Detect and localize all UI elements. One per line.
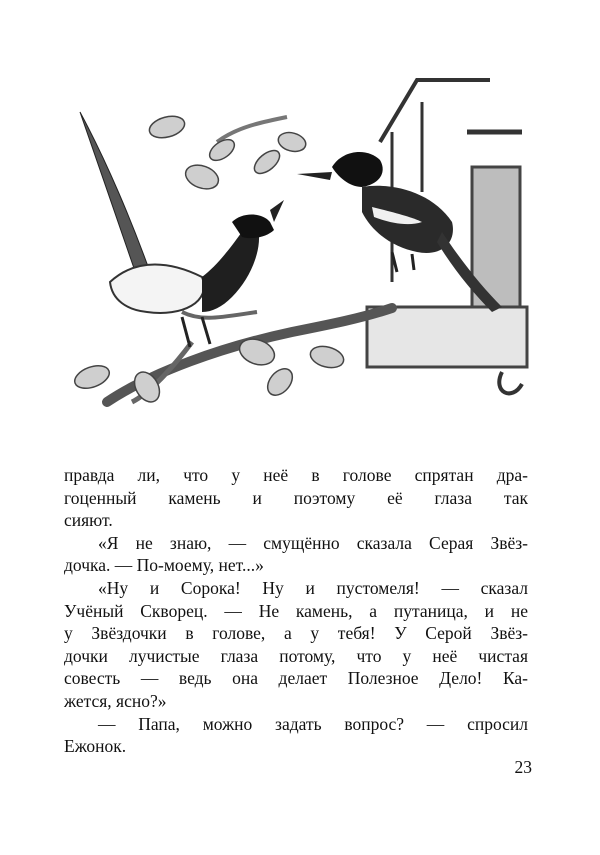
page-number: 23 [514,757,532,777]
story-text [64,464,528,758]
text-line: у Звёздочки в голове, а у тебя! У Серой Звёз- [64,623,528,644]
text-line: — Папа, можно задать вопрос? — спросил [98,713,528,734]
leaves [72,113,346,407]
text-line: гоценный камень и поэтому её глаза так [64,487,528,508]
text-line: жется, ясно?» [64,690,167,711]
text-line: Учёный Скворец. — Не камень, а путаница, и не [64,600,528,621]
text-line: дочка. — По-моему, нет...» [64,555,264,576]
text-line: дочки лучистые глаза потому, что у неё чистая [64,645,528,666]
text-line: правда ли, что у неё в голове спрятан дра- [64,465,528,485]
magpies-illustration [62,72,532,432]
text-line: «Ну и Сорока! Ну и пустомеля! — сказал [98,577,528,598]
text-line: сияют. [64,510,113,531]
text-line: «Я не знаю, — смущённо сказала Серая Звёз- [98,532,528,553]
text-line: Ежонок. [64,736,127,757]
text-line: совесть — ведь она делает Полезное Дело! Ка- [64,668,528,689]
